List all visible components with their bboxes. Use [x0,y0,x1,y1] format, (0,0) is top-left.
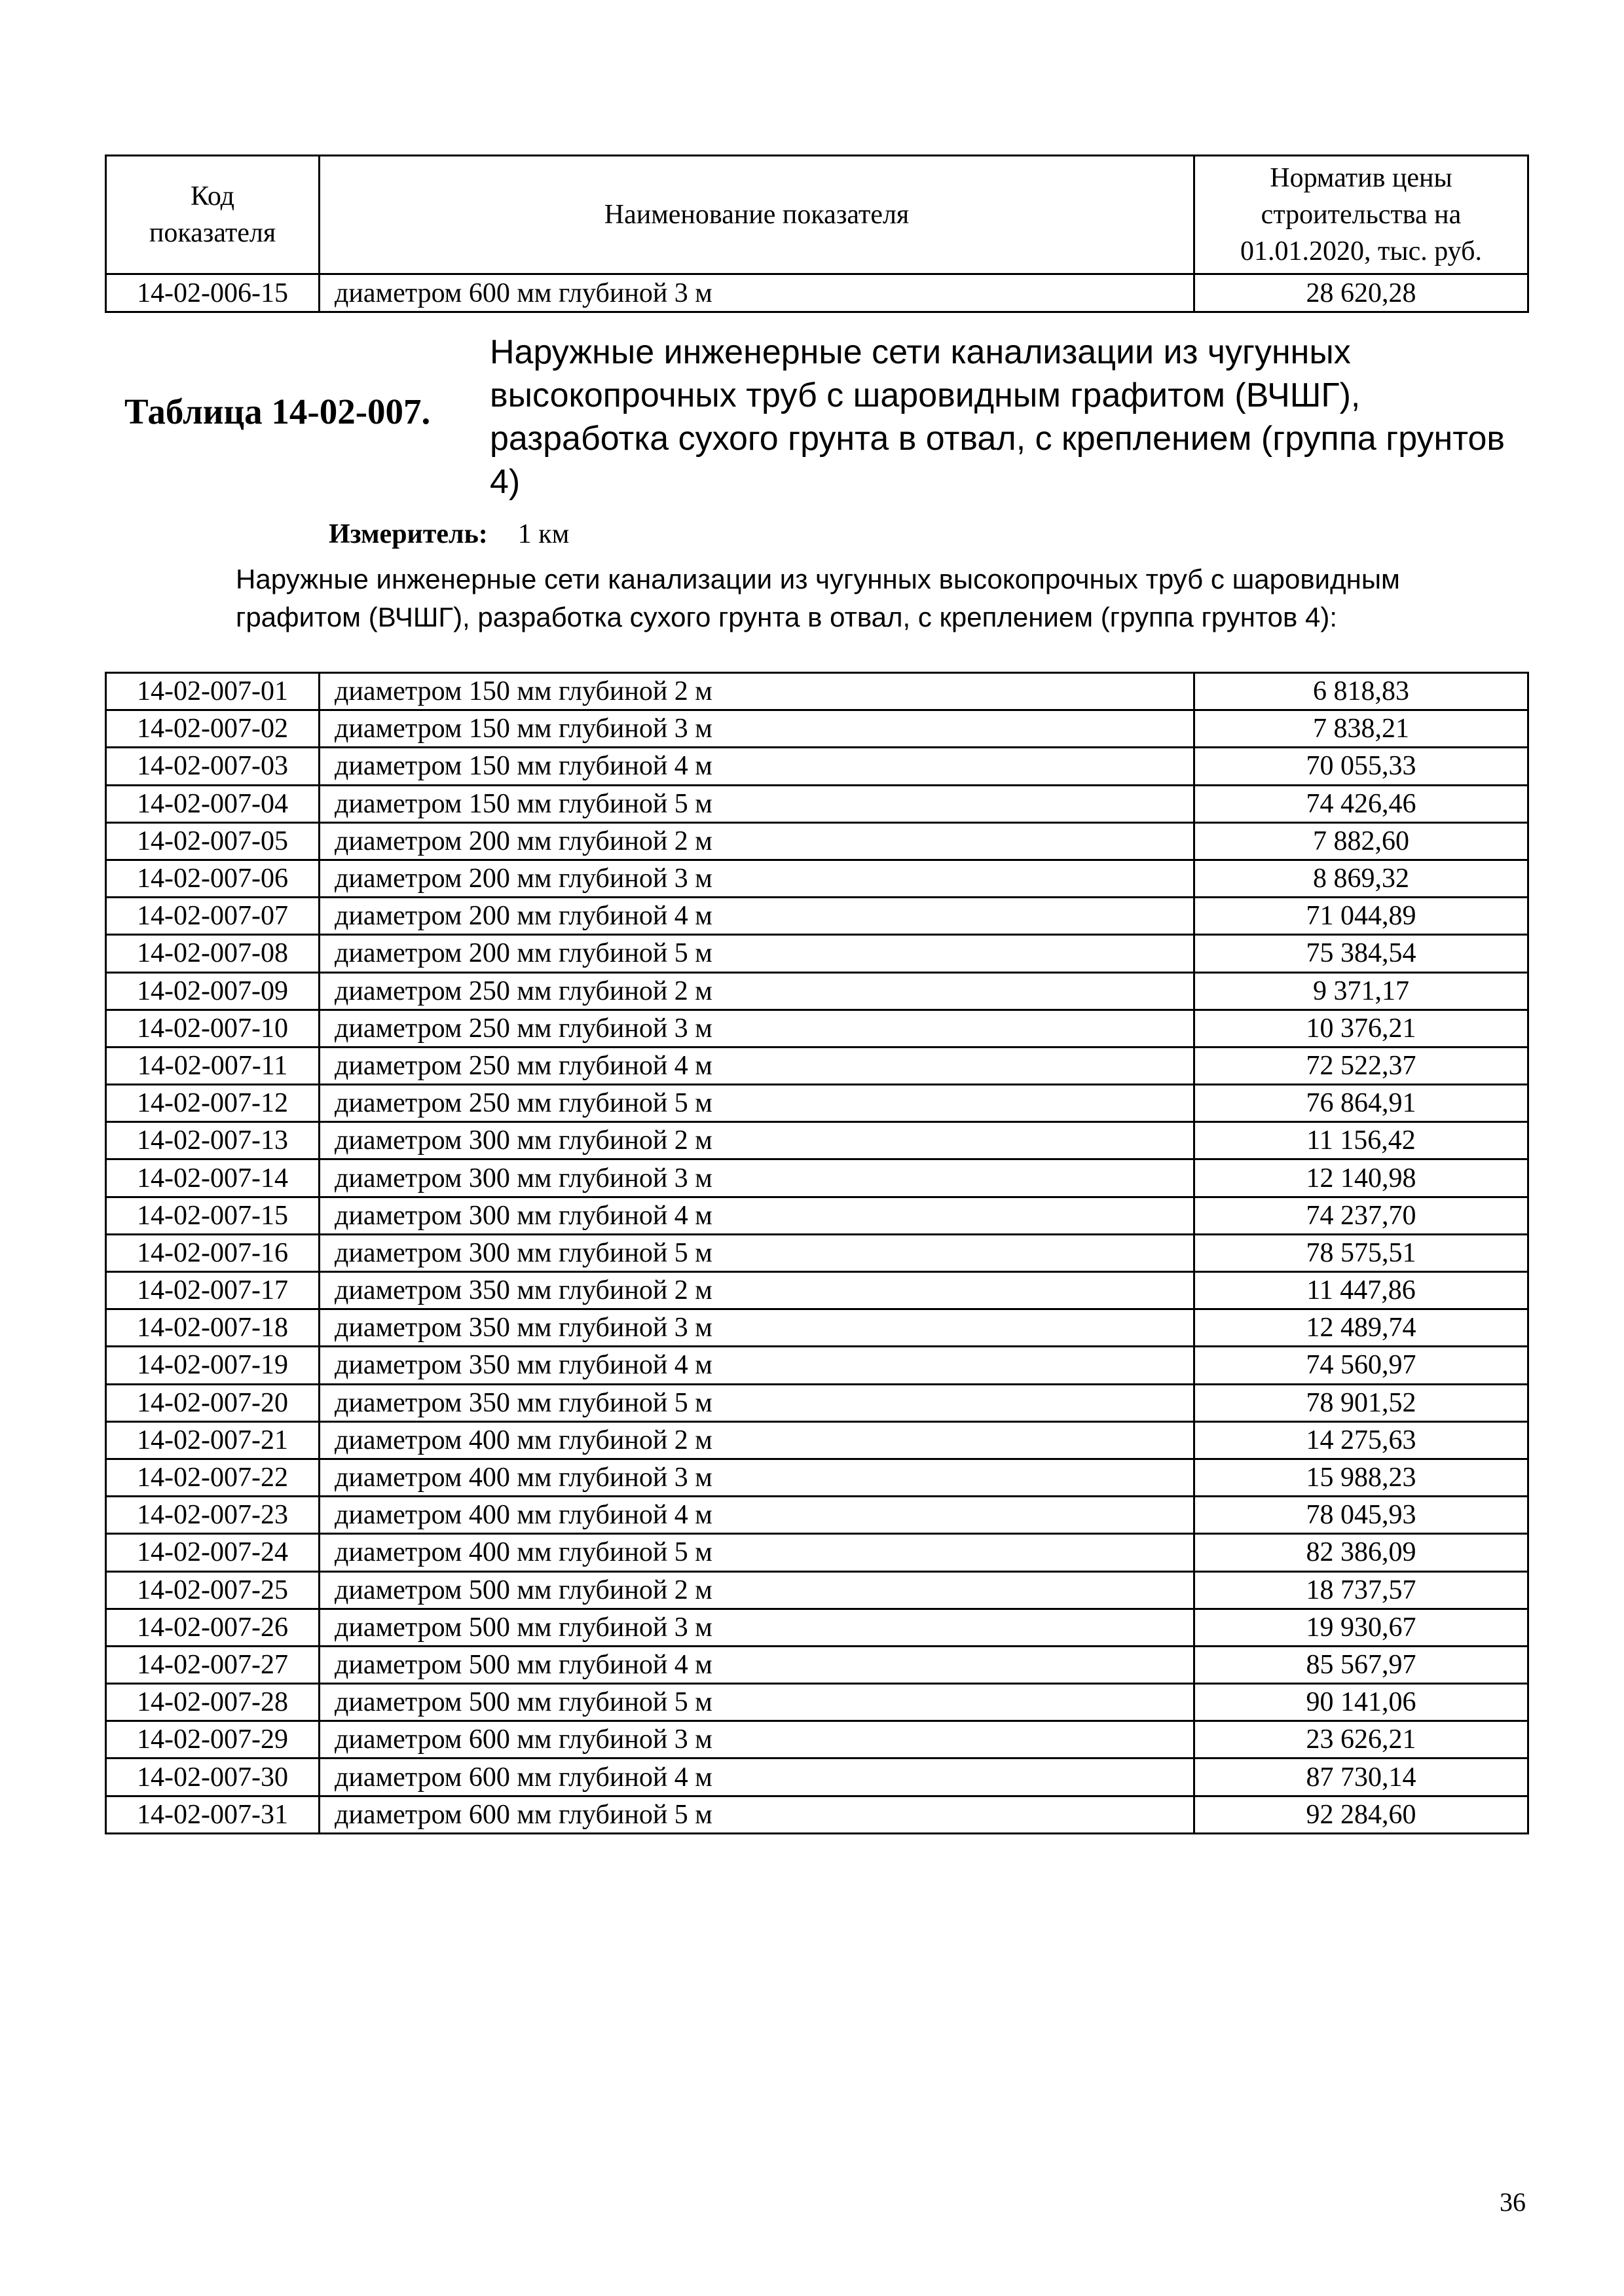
row-code: 14-02-007-07 [106,898,320,935]
section-description: Наружные инженерные сети канализации из чугунных высокопрочных труб с шаровидным графитом (ВЧШГ), разработка сухого грунта в отвал, с креплением (группа грунтов 4): [236,564,1400,632]
row-price: 74 426,46 [1194,785,1528,822]
row-price: 74 237,70 [1194,1197,1528,1234]
row-name: диаметром 150 мм глубиной 2 м [320,673,1194,710]
row-name: диаметром 250 мм глубиной 5 м [320,1085,1194,1122]
row-name: диаметром 400 мм глубиной 5 м [320,1534,1194,1571]
row-name: диаметром 600 мм глубиной 4 м [320,1758,1194,1796]
table-row [106,1497,1528,1534]
row-code: 14-02-007-24 [106,1534,320,1571]
row-price: 7 882,60 [1194,822,1528,860]
row-code: 14-02-007-31 [106,1796,320,1833]
row-name: диаметром 500 мм глубиной 2 м [320,1571,1194,1609]
row-name: диаметром 150 мм глубиной 3 м [320,710,1194,748]
table-row [106,898,1528,935]
row-code: 14-02-007-13 [106,1122,320,1159]
row-code: 14-02-007-17 [106,1272,320,1309]
table-row [106,1010,1528,1047]
row-name: диаметром 300 мм глубиной 3 м [320,1159,1194,1197]
row-price: 6 818,83 [1194,673,1528,710]
row-price: 18 737,57 [1194,1571,1528,1609]
table-label: Таблица 14-02-007. [124,392,431,431]
measure-label: Измеритель: [329,519,488,549]
row-price: 72 522,37 [1194,1047,1528,1084]
row-name: диаметром 250 мм глубиной 3 м [320,1010,1194,1047]
row-code: 14-02-007-16 [106,1234,320,1271]
row-name: диаметром 600 мм глубиной 3 м [320,274,1194,312]
row-name: диаметром 200 мм глубиной 4 м [320,898,1194,935]
row-code: 14-02-007-18 [106,1309,320,1347]
row-name: диаметром 400 мм глубиной 4 м [320,1497,1194,1534]
row-code: 14-02-007-10 [106,1010,320,1047]
row-price: 82 386,09 [1194,1534,1528,1571]
table-row [106,1047,1528,1084]
row-price: 12 140,98 [1194,1159,1528,1197]
row-price: 19 930,67 [1194,1609,1528,1646]
row-price: 78 901,52 [1194,1384,1528,1421]
table-row [106,710,1528,748]
table-row [106,1609,1528,1646]
row-code: 14-02-007-22 [106,1459,320,1496]
row-name: диаметром 300 мм глубиной 5 м [320,1234,1194,1271]
row-price: 70 055,33 [1194,748,1528,785]
row-name: диаметром 150 мм глубиной 5 м [320,785,1194,822]
header-table [105,155,1529,313]
row-name: диаметром 200 мм глубиной 2 м [320,822,1194,860]
row-code: 14-02-006-15 [106,274,320,312]
table-row [106,972,1528,1010]
table-row [106,860,1528,897]
table-row [106,1721,1528,1758]
row-price: 23 626,21 [1194,1721,1528,1758]
row-price: 75 384,54 [1194,935,1528,972]
page-number: 36 [1500,2187,1526,2217]
row-code: 14-02-007-20 [106,1384,320,1421]
table-row [106,1796,1528,1833]
table-row [106,1347,1528,1384]
measure-value: 1 км [517,519,570,549]
row-code: 14-02-007-04 [106,785,320,822]
measure-line [329,519,569,550]
row-price: 92 284,60 [1194,1796,1528,1833]
table-row [106,673,1528,710]
row-name: диаметром 350 мм глубиной 3 м [320,1309,1194,1347]
row-price: 11 447,86 [1194,1272,1528,1309]
table-row [106,1384,1528,1421]
row-name: диаметром 350 мм глубиной 2 м [320,1272,1194,1309]
row-code: 14-02-007-05 [106,822,320,860]
row-name: диаметром 350 мм глубиной 4 м [320,1347,1194,1384]
table-row [106,1122,1528,1159]
row-name: диаметром 400 мм глубиной 2 м [320,1421,1194,1459]
section-heading [118,331,1526,507]
row-name: диаметром 350 мм глубиной 5 м [320,1384,1194,1421]
row-code: 14-02-007-26 [106,1609,320,1646]
table-row [106,1758,1528,1796]
row-code: 14-02-007-29 [106,1721,320,1758]
row-name: диаметром 250 мм глубиной 4 м [320,1047,1194,1084]
row-code: 14-02-007-02 [106,710,320,748]
row-code: 14-02-007-15 [106,1197,320,1234]
row-code: 14-02-007-08 [106,935,320,972]
row-code: 14-02-007-30 [106,1758,320,1796]
header-price: Норматив цены строительства на 01.01.2020, тыс. руб. [1194,156,1528,274]
table-row [106,822,1528,860]
table-row [106,1159,1528,1197]
row-name: диаметром 150 мм глубиной 4 м [320,748,1194,785]
row-name: диаметром 600 мм глубиной 5 м [320,1796,1194,1833]
row-code: 14-02-007-01 [106,673,320,710]
row-code: 14-02-007-11 [106,1047,320,1084]
row-price: 11 156,42 [1194,1122,1528,1159]
row-name: диаметром 500 мм глубиной 3 м [320,1609,1194,1646]
table-row [106,1085,1528,1122]
table-row [106,785,1528,822]
row-code: 14-02-007-27 [106,1646,320,1683]
row-price: 9 371,17 [1194,972,1528,1010]
row-price: 85 567,97 [1194,1646,1528,1683]
row-price: 15 988,23 [1194,1459,1528,1496]
header-name: Наименование показателя [320,156,1194,274]
header-row [106,156,1528,274]
row-price: 12 489,74 [1194,1309,1528,1347]
row-code: 14-02-007-21 [106,1421,320,1459]
row-price: 8 869,32 [1194,860,1528,897]
price-table [105,672,1529,1834]
row-name: диаметром 300 мм глубиной 4 м [320,1197,1194,1234]
row-code: 14-02-007-25 [106,1571,320,1609]
row-price: 76 864,91 [1194,1085,1528,1122]
row-price: 28 620,28 [1194,274,1528,312]
row-name: диаметром 500 мм глубиной 5 м [320,1684,1194,1721]
row-code: 14-02-007-28 [106,1684,320,1721]
table-row [106,1684,1528,1721]
row-code: 14-02-007-23 [106,1497,320,1534]
row-name: диаметром 200 мм глубиной 5 м [320,935,1194,972]
table-row [106,748,1528,785]
row-price: 74 560,97 [1194,1347,1528,1384]
row-name: диаметром 400 мм глубиной 3 м [320,1459,1194,1496]
row-code: 14-02-007-06 [106,860,320,897]
row-name: диаметром 200 мм глубиной 3 м [320,860,1194,897]
row-code: 14-02-007-03 [106,748,320,785]
row-code: 14-02-007-09 [106,972,320,1010]
table-row [106,1421,1528,1459]
row-price: 14 275,63 [1194,1421,1528,1459]
row-price: 90 141,06 [1194,1684,1528,1721]
row-name: диаметром 600 мм глубиной 3 м [320,1721,1194,1758]
table-row [106,1197,1528,1234]
table-row [106,1234,1528,1271]
row-price: 78 045,93 [1194,1497,1528,1534]
row-price: 78 575,51 [1194,1234,1528,1271]
row-name: диаметром 500 мм глубиной 4 м [320,1646,1194,1683]
table-row [106,1309,1528,1347]
row-code: 14-02-007-19 [106,1347,320,1384]
row-price: 87 730,14 [1194,1758,1528,1796]
table-row [106,935,1528,972]
row-price: 10 376,21 [1194,1010,1528,1047]
row-code: 14-02-007-14 [106,1159,320,1197]
table-title: Наружные инженерные сети канализации из чугунных высокопрочных труб с шаровидным графитом (ВЧШГ), разработка сухого грунта в отвал, с креплением (группа грунтов 4) [490,333,1505,501]
table-row [106,1571,1528,1609]
table-row [106,274,1528,312]
row-price: 71 044,89 [1194,898,1528,935]
row-name: диаметром 250 мм глубиной 2 м [320,972,1194,1010]
table-row [106,1534,1528,1571]
row-code: 14-02-007-12 [106,1085,320,1122]
table-row [106,1646,1528,1683]
header-code: Код показателя [106,156,320,274]
row-price: 7 838,21 [1194,710,1528,748]
table-row [106,1272,1528,1309]
table-row [106,1459,1528,1496]
price-table-body [106,673,1528,1834]
row-name: диаметром 300 мм глубиной 2 м [320,1122,1194,1159]
